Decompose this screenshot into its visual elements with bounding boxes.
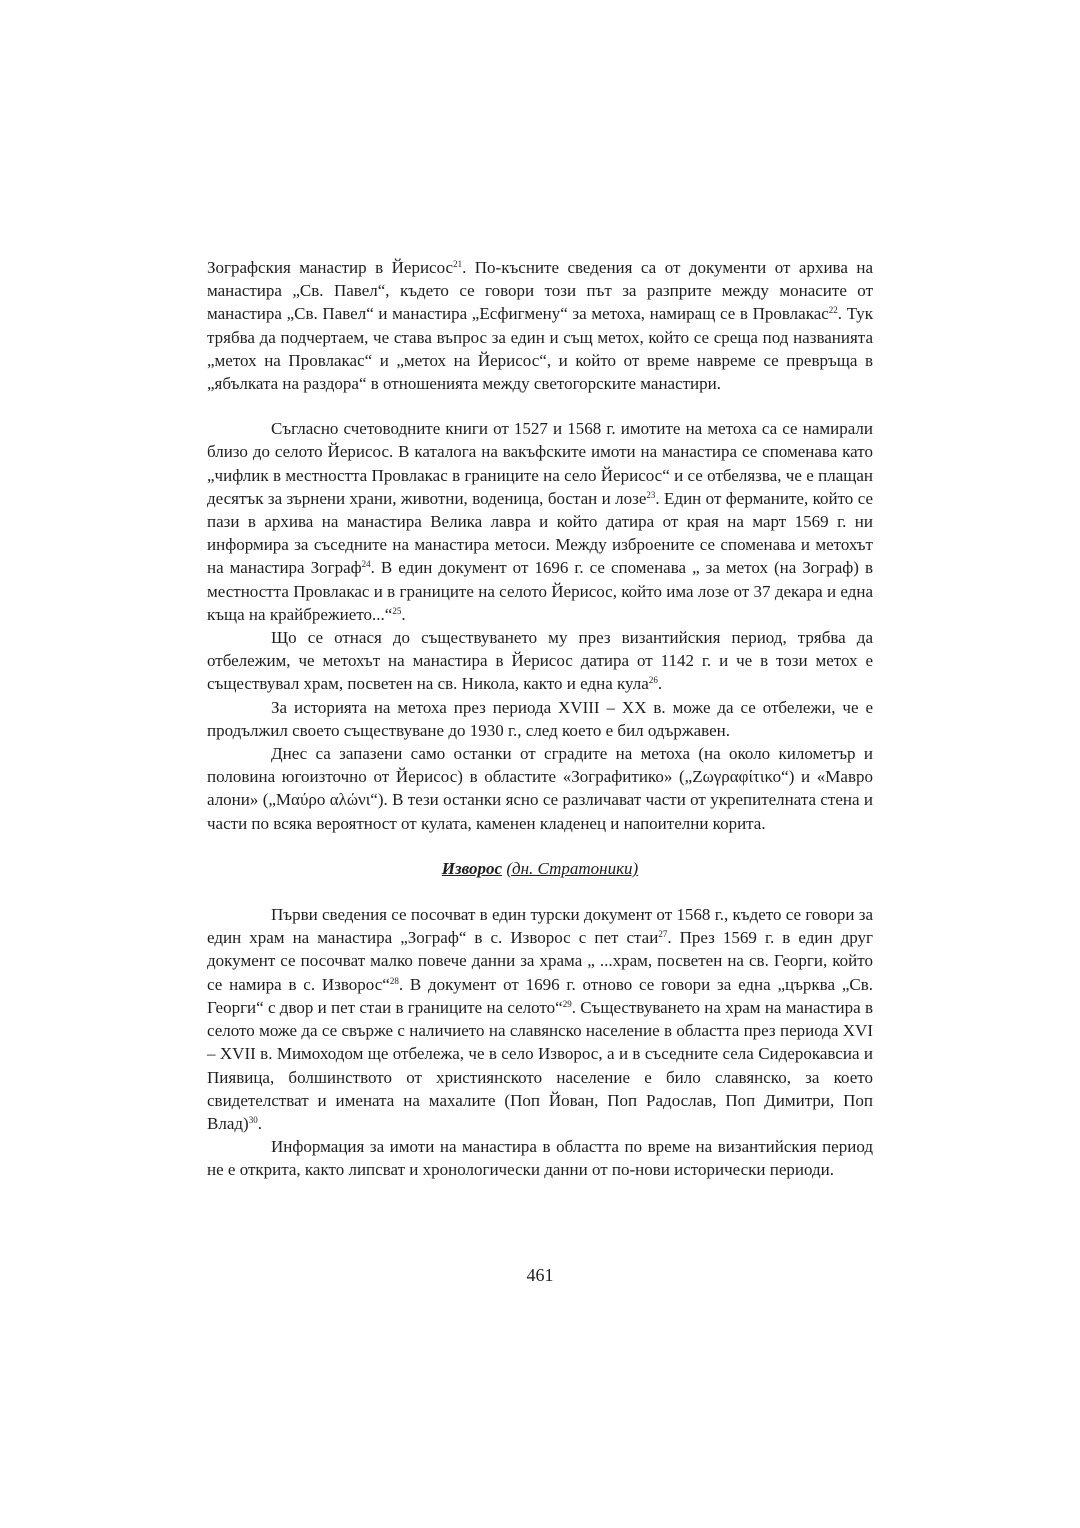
paragraph-gap (207, 395, 873, 417)
footnote-ref: 28 (389, 975, 399, 986)
text-run: Първи сведения се посочват в един турски документ от 1568 г., където се говори за един храм на манастира „Зограф“ в с. Изворос с пет стаи (207, 905, 873, 948)
text-run: . През 1569 г. в един друг документ се посочват малко повече данни за храма „ ...храм, посветен на св. Георги, който се намира в с. Изворос“ (207, 928, 873, 994)
paragraph (207, 626, 873, 696)
text-run: Информация за имоти на манастира в областта по време на византийския период не е открита, както липсват и хронологически данни от по-нови исторически периоди. (207, 1137, 873, 1180)
paragraph (207, 742, 873, 835)
text-run: . По-късните сведения са от документи от архива на манастира „Св. Павел“, където се говори този път за разприте между монасите от манастира „Св. Павел“ и манастира „Есфигмену“ за метоха, намиращ се в Провлакас (207, 258, 874, 324)
footnote-ref: 26 (648, 675, 658, 686)
paragraph (207, 256, 873, 395)
text-run: За историята на метоха през периода XVIII – XX в. може да се отбележи, че е продължил своето съществуване до 1930 г., след което е бил одържавен. (207, 697, 873, 740)
footnote-ref: 21 (453, 259, 463, 269)
paragraph (207, 1135, 873, 1181)
text-run: . Тук трябва да подчертаем, че става въпрос за един и същ метох, който се среща под названията „метох на Провлакас“ и „метох на Йерисос“, и който от време навреме се превръща в „ябълката на раздора“ в отношенията между светогорските манастири. (207, 304, 874, 394)
footnote-ref: 30 (248, 1114, 258, 1125)
footnote-ref: 27 (658, 929, 668, 940)
paragraph (207, 696, 873, 742)
paragraph (207, 903, 873, 1135)
text-run: Днес са запазени само останки от сградите на метоха (на около километър и половина югоизточно от Йерисос) в областите «Зографитико» („Ζωγραφίτικο“) и «Мавро алони» („Μαύρο αλώνι“). В тези останки ясно се различават части от укрепителната стена и части по всяка вероятност от кулата, каменен кладенец и напоителни корита. (207, 744, 873, 833)
text-run: . (257, 1113, 262, 1133)
footnote-ref: 23 (646, 489, 656, 500)
footnote-ref: 25 (392, 605, 402, 616)
body-text (207, 256, 873, 1182)
text-run: Съгласно счетоводните книги от 1527 и 1568 г. имотите на метоха са се намирали близо до селото Йерисос. В каталога на вакъфските имоти на манастира се споменава като „чифлик в местността Провлакас в границите на село Йерисос“ и се отбелязва, че е плащан десятък за зърнени храни, животни, воденица, бостан и лозе (207, 419, 873, 508)
footnote-ref: 29 (562, 998, 572, 1009)
text-run: . (401, 604, 406, 624)
page-number: 461 (526, 1265, 554, 1285)
text-run: . (657, 674, 663, 694)
text-run: . В един документ от 1696 г. се споменава „ за метох (на Зограф) в местността Провлакас и в границите на селото Йерисос, който има лозе от 37 декара и една къща на крайбрежието...“ (207, 558, 873, 624)
footnote-ref: 24 (361, 559, 371, 570)
section-heading-title: Изворос (441, 858, 503, 878)
text-run: Що се отнася до съществуването му през византийския период, трябва да отбележим, че метохът на манастира в Йерисос датира от 1142 г. и че в този метох е съществувал храм, посветен на св. Никола, както и една кула (207, 628, 873, 694)
text-run: . Един от ферманите, който се пази в архива на манастира Велика лавра и който датира от края на март 1569 г. ни информира за съседните на манастира метоси. Между изброените се споменава и метохът на манастира Зограф (207, 488, 873, 578)
section-heading (207, 857, 873, 880)
text-run: . Съществуването на храм на манастира в селото може да се свърже с наличието на славянско население в областта през периода XVI – XVII в. Мимоходом ще отбележа, че в село Изворос, а и в съседните села Сидерокавсиа и Пиявица, болшинството от християнското население е било славянско, за което свидетелстват и имената на махалите (Поп Йован, Поп Радослав, Поп Димитри, Поп Влад) (207, 997, 873, 1133)
text-run: . В документ от 1696 г. отново се говори за една „църква „Св. Георги“ с двор и пет стаи в границите на селото“ (207, 974, 873, 1017)
text-run: Зографския манастир в Йерисос (207, 258, 454, 277)
paragraph (207, 417, 873, 626)
section-heading-subtitle: (дн. Стратоники) (506, 858, 639, 878)
footnote-ref: 22 (828, 305, 838, 316)
